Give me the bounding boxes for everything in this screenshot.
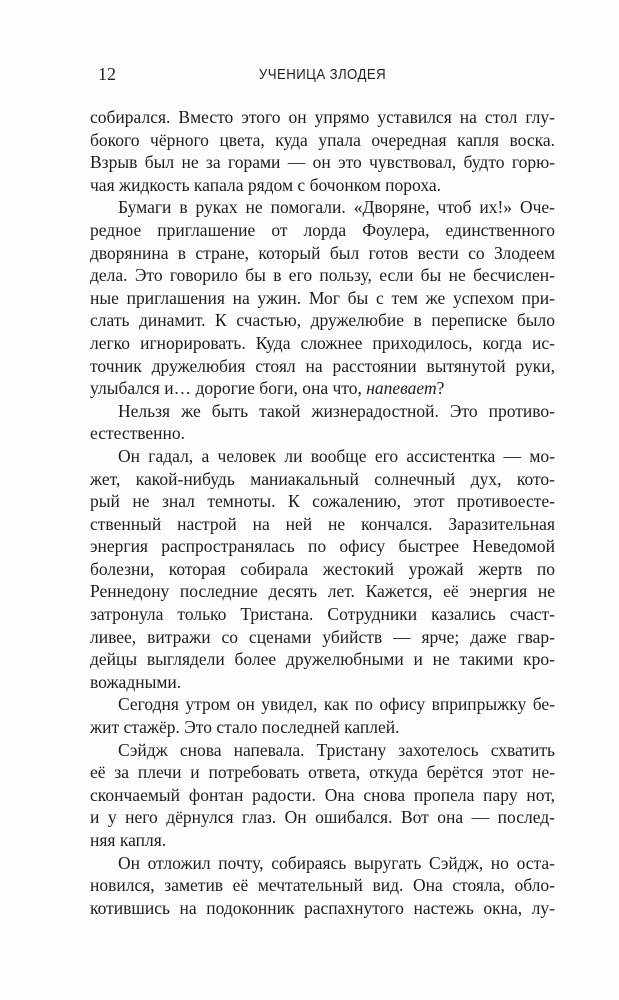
text-line: Нельзя же быть такой жизнерадостной. Это противо- [118,400,555,421]
text-line: Он гадал, а человек ли вообще его ассистентка — мо- [118,445,555,466]
text-line: рый не знал темноты. К сожалению, этот противоесте- [90,491,555,512]
text-line: улыбался и… дорогие боги, она что, напевает? [90,378,445,399]
text-line: Реннедону последние десять лет. Кажется, её энергия не [90,581,555,602]
text-line: собирался. Вместо этого он упрямо уставился на стол глу- [90,107,555,127]
text-line: дворянина в стране, который был готов вести со Злодеем [90,242,555,263]
text-line: дела. Это говорило бы в его пользу, если бы не бесчислен- [90,265,555,286]
text-line: слать динамит. К счастью, дружелюбие в переписке было [90,310,555,331]
page-number: 12 [98,64,116,84]
text-line: легко игнорировать. Куда сложнее приходилось, когда ис- [90,332,555,353]
text-line: дейцы выглядели более дружелюбными и не такими кро- [90,649,555,670]
text-line: ные приглашения на ужин. Мог бы с тем же успехом при- [90,287,555,308]
text-line: и у него дёрнулся глаз. Он ошибался. Вот она — послед- [90,807,555,828]
text-line: её за плечи и потребовать ответа, откуда берётся этот не- [90,762,555,783]
text-line: ственный настрой на ней не кончался. Заразительная [90,513,555,534]
text-line: няя капля. [90,830,167,850]
text-line: Сегодня утром он увидел, как по офису вприпрыжку бе- [118,694,555,715]
text-line: энергия распространялась по офису быстрее Неведомой [90,536,555,557]
text-line: чая жидкость капала рядом с бочонком пороха. [90,174,442,195]
text-line: жит стажёр. Это стало последней каплей. [90,717,400,738]
text-line: новился, заметив её мечтательный вид. Она стояла, обло- [90,875,555,896]
text-line: затронула только Тристана. Сотрудники казались счаст- [90,604,555,625]
text-line: бокого чёрного цвета, куда упала очередная капля воска. [90,129,555,150]
text-line: Сэйдж снова напевала. Тристану захотелось схватить [118,739,555,760]
text-line: точник дружелюбия стоял на расстоянии вытянутой руки, [90,355,555,376]
page-body [90,106,555,919]
text-line: котившись на подоконник распахнутого настежь окна, лу- [90,897,555,918]
text-line: жет, какой-нибудь маниакальный солнечный дух, кото- [90,468,555,489]
text-line: вожадными. [90,671,182,692]
text-line: Он отложил почту, собираясь выругать Сэйдж, но оста- [118,852,555,873]
text-line: Взрыв был не за горами — он это чувствовал, будто горю- [90,152,555,173]
text-line: ливее, витражи со сценами убийств — ярче; даже гвар- [90,626,555,647]
text-line: редное приглашение от лорда Фоулера, единственного [90,219,555,240]
text-line: естественно. [90,423,186,444]
text-line: Бумаги в руках не помогали. «Дворяне, чтоб их!» Оче- [118,197,555,218]
running-title: УЧЕНИЦА ЗЛОДЕЯ [258,66,387,83]
text-line: скончаемый фонтан радости. Она снова пропела пару нот, [90,784,555,805]
text-line: болезни, которая собирала жестокий урожай жертв по [90,558,555,579]
running-header [90,64,555,86]
